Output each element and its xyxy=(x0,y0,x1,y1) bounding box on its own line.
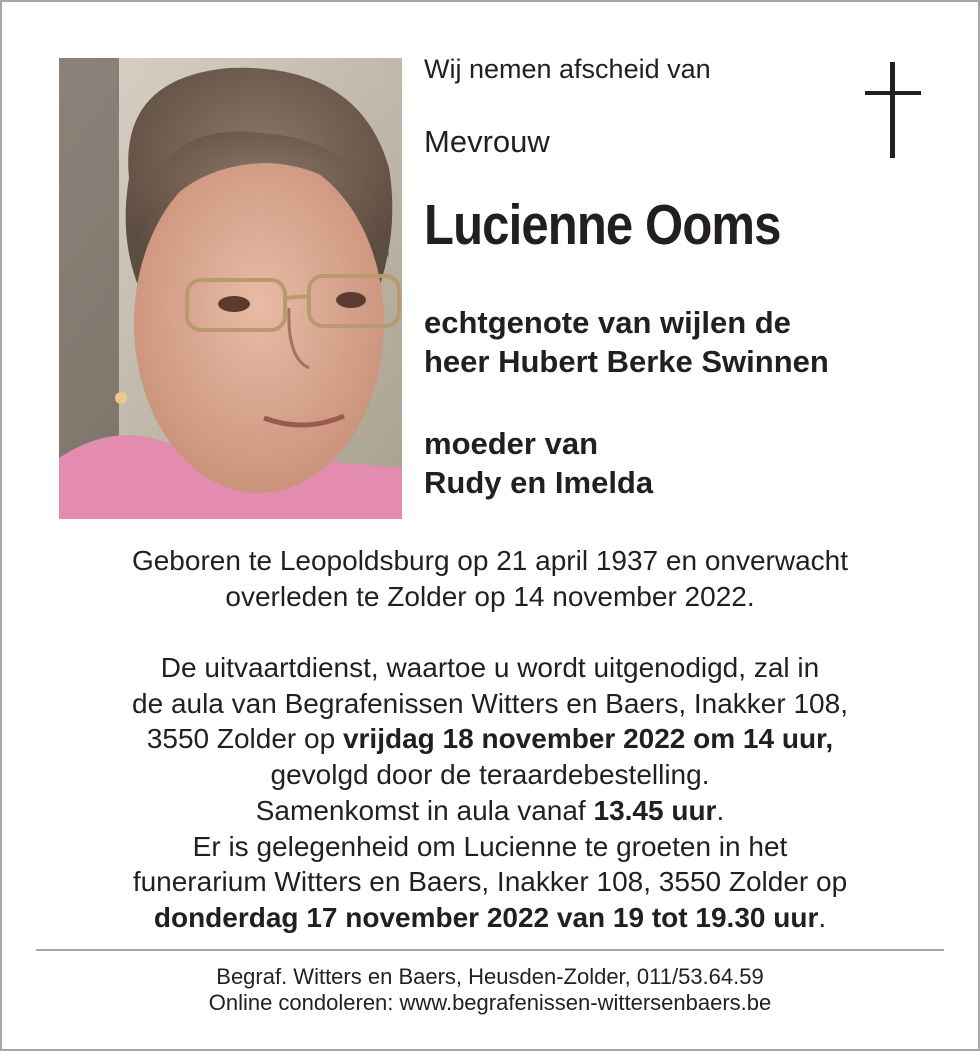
footer-contact xyxy=(0,964,980,1016)
intro-text: Wij nemen afscheid van xyxy=(424,54,711,84)
service-date: vrijdag 18 november 2022 om 14 uur, xyxy=(342,723,834,755)
visitation-time: donderdag 17 november 2022 van 19 tot 19.30 uur xyxy=(153,901,819,933)
honorific: Mevrouw xyxy=(424,124,550,159)
spouse-relation: echtgenote van wijlen de heer Hubert Berke Swinnen xyxy=(424,305,829,379)
birth-death-text: Geboren te Leopoldsburg op 21 april 1937 en onverwacht overleden te Zolder op 14 november 2022. xyxy=(131,545,849,612)
children-relation: moeder van Rudy en Imelda xyxy=(424,426,654,500)
divider xyxy=(36,949,944,951)
funeral-service-text: De uitvaartdienst, waartoe u wordt uitgenodigd, zal in de aula van Begrafenissen Witters en Baers, Inakker 108, 3550 Zolder op vrijdag 18 november 2022 om 14 uur, gevolgd door de teraardebestelling. Samenkomst in aula vanaf 13.45 uur. Er is gelegenheid om Lucienne te groeten in het funerarium Witters en Baers, Inakker 108, 3550 Zolder op donderdag 17 november 2022 van 19 tot 19.30 uur. xyxy=(132,652,848,933)
condolence-link[interactable]: Online condoleren: www.begrafenissen-wittersenbaers.be xyxy=(208,990,772,1015)
deceased-name: Lucienne Ooms xyxy=(424,193,781,257)
funeral-home-info: Begraf. Witters en Baers, Heusden-Zolder, 011/53.64.59 xyxy=(216,964,764,989)
gathering-time: 13.45 uur xyxy=(593,794,717,826)
portrait-photo xyxy=(59,58,402,519)
cross-icon xyxy=(865,62,921,158)
